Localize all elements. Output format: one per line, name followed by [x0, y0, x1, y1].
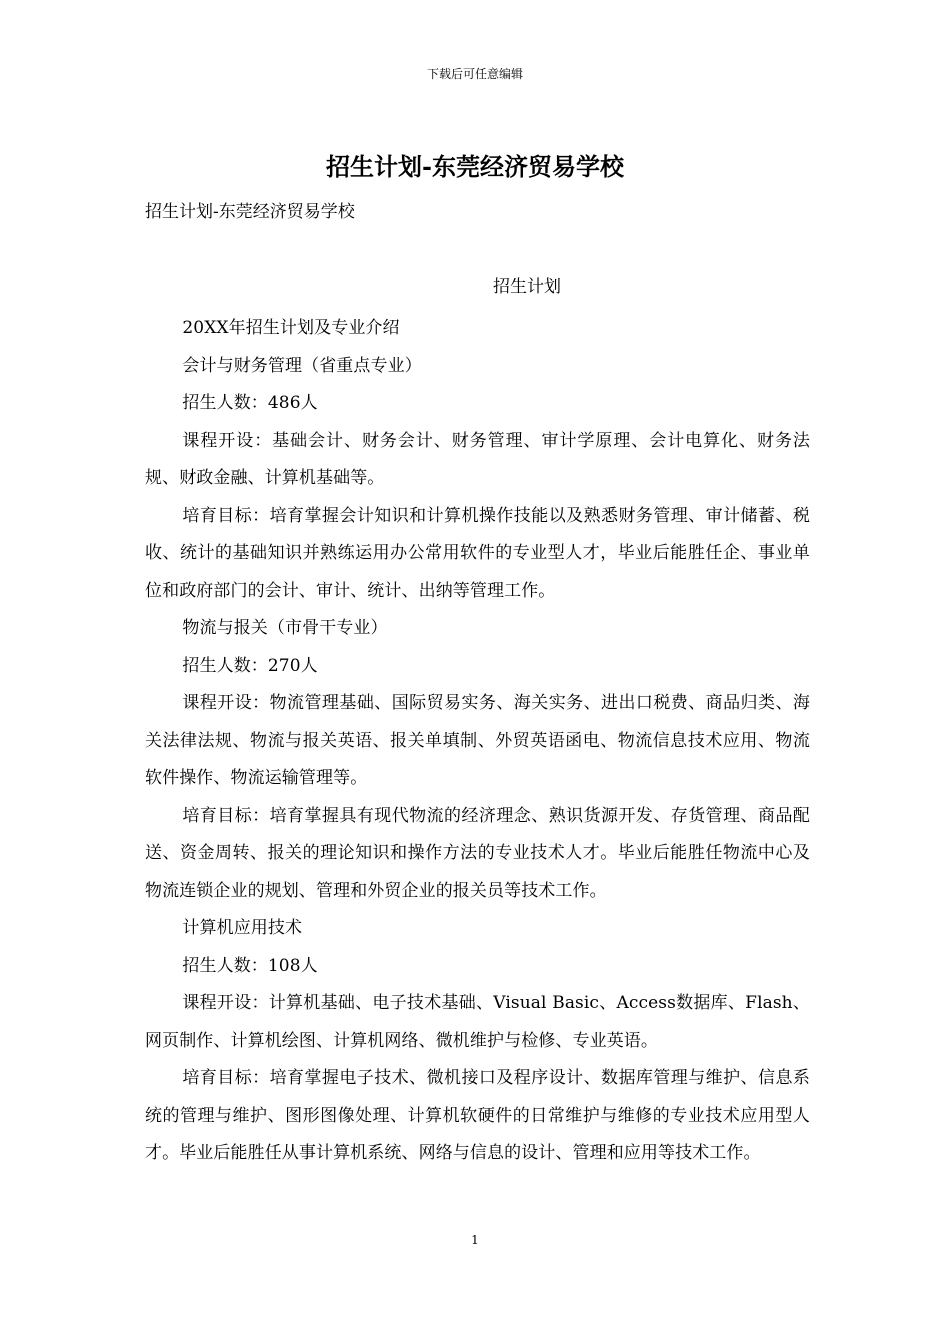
major-heading-logistics: 物流与报关（市骨干专业）	[182, 618, 388, 638]
courses-accounting: 课程开设：基础会计、财务会计、财务管理、审计学原理、会计电算化、财务法规、财政金融、计算机基础等。	[145, 430, 810, 488]
major-heading-computer: 计算机应用技术	[182, 918, 303, 938]
document-subtitle: 招生计划-东莞经济贸易学校	[145, 202, 355, 222]
page-number: 1	[471, 1233, 479, 1247]
document-body	[145, 310, 810, 1173]
section-heading: 招生计划	[493, 277, 561, 297]
goals-computer: 培育目标：培育掌握电子技术、微机接口及程序设计、数据库管理与维护、信息系统的管理与维护、图形图像处理、计算机软硬件的日常维护与维修的专业技术应用型人才。毕业后能胜任从事计算机系统、网络与信息的设计、管理和应用等技术工作。	[145, 1068, 810, 1163]
header-note: 下载后可任意编辑	[426, 67, 523, 81]
paragraph-intro: 20XX年招生计划及专业介绍	[182, 318, 400, 338]
enrollment-accounting: 招生人数：486人	[182, 393, 318, 413]
major-heading-accounting: 会计与财务管理（省重点专业）	[182, 355, 422, 376]
enrollment-computer: 招生人数：108人	[182, 955, 318, 976]
document-title: 招生计划-东莞经济贸易学校	[326, 152, 624, 181]
goals-logistics: 培育目标：培育掌握具有现代物流的经济理念、熟识货源开发、存货管理、商品配送、资金周转、报关的理论知识和操作方法的专业技术人才。毕业后能胜任物流中心及物流连锁企业的规划、管理和外贸企业的报关员等技术工作。	[145, 805, 810, 901]
enrollment-logistics: 招生人数：270人	[182, 655, 318, 676]
courses-computer: 课程开设：计算机基础、电子技术基础、Visual Basic、Access数据库、Flash、网页制作、计算机绘图、计算机网络、微机维护与检修、专业英语。	[145, 993, 810, 1051]
courses-logistics: 课程开设：物流管理基础、国际贸易实务、海关实务、进出口税费、商品归类、海关法律法规、物流与报关英语、报关单填制、外贸英语函电、物流信息技术应用、物流软件操作、物流运输管理等。	[145, 693, 810, 788]
goals-accounting: 培育目标：培育掌握会计知识和计算机操作技能以及熟悉财务管理、审计储蓄、税收、统计的基础知识并熟练运用办公常用软件的专业型人才，毕业后能胜任企、事业单位和政府部门的会计、审计、统计、出纳等管理工作。	[145, 505, 810, 601]
